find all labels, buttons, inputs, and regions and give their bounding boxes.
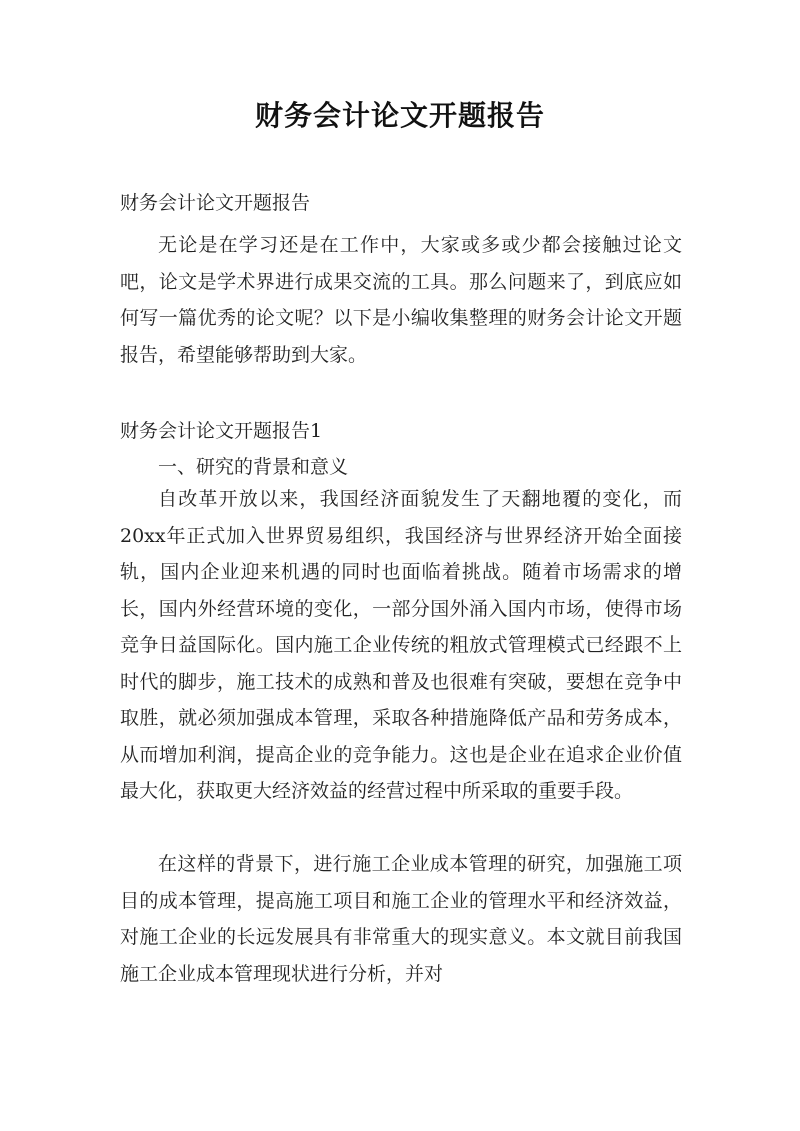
body-paragraph-2: 在这样的背景下，进行施工企业成本管理的研究，加强施工项目的成本管理，提高施工项目和施工企业的管理水平和经济效益，对施工企业的长远发展具有非常重大的现实意义。本文就目前我国施工企业成本管理现状进行分析，并对 xyxy=(120,853,682,985)
intro-heading: 财务会计论文开题报告 xyxy=(120,192,311,214)
subsection-heading: 一、研究的背景和意义 xyxy=(158,456,349,478)
intro-paragraph: 无论是在学习还是在工作中，大家或多或少都会接触过论文吧，论文是学术界进行成果交流的工具。那么问题来了，到底应如何写一篇优秀的论文呢？以下是小编收集整理的财务会计论文开题报告，希望能够帮助到大家。 xyxy=(120,234,682,366)
document-title: 财务会计论文开题报告 xyxy=(254,99,545,132)
body-paragraph-1: 自改革开放以来，我国经济面貌发生了天翻地覆的变化，而20xx年正式加入世界贸易组织，我国经济与世界经济开始全面接轨，国内企业迎来机遇的同时也面临着挑战。随着市场需求的增长，国内外经营环境的变化，一部分国外涌入国内市场，使得市场竞争日益国际化。国内施工企业传统的粗放式管理模式已经跟不上时代的脚步，施工技术的成熟和普及也很难有突破，要想在竞争中取胜，就必须加强成本管理，采取各种措施降低产品和劳务成本，从而增加利润，提高企业的竞争能力。这也是企业在追求企业价值最大化，获取更大经济效益的经营过程中所采取的重要手段。 xyxy=(120,488,682,802)
section-heading: 财务会计论文开题报告1 xyxy=(120,420,323,442)
